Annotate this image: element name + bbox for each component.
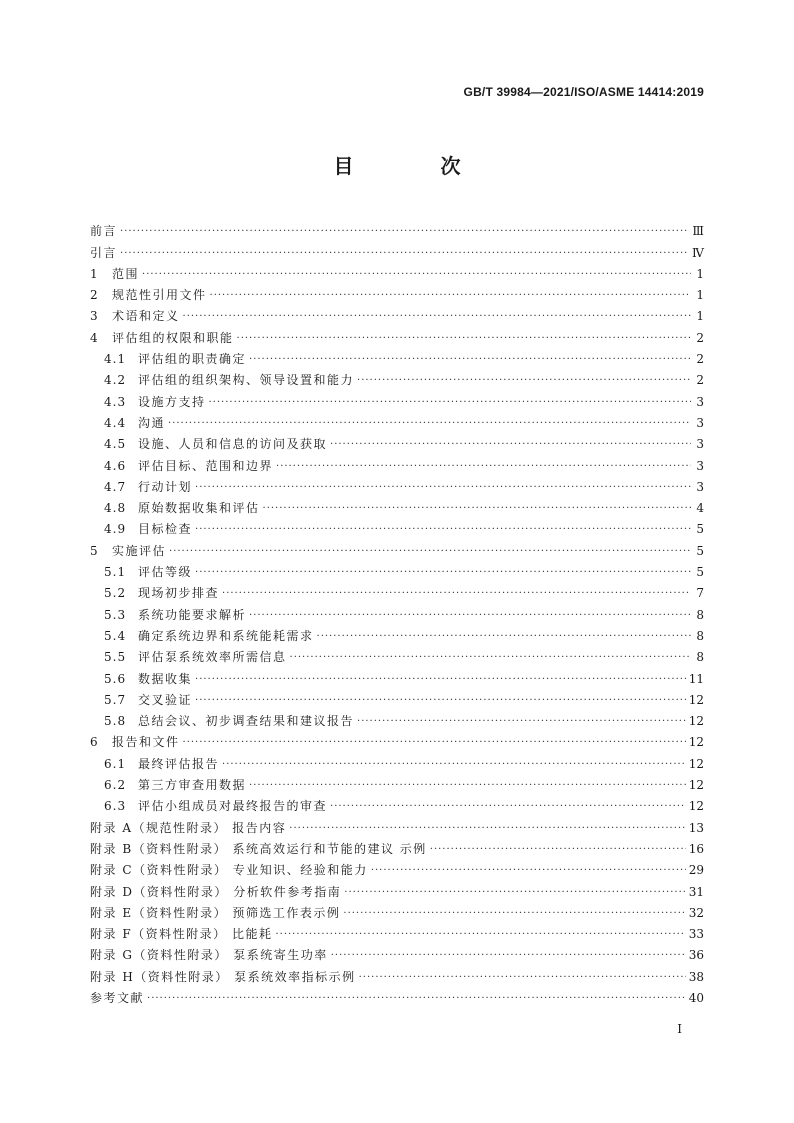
table-of-contents (90, 218, 704, 1006)
toc-leader-dots (195, 481, 691, 495)
toc-leader-dots (344, 886, 685, 900)
toc-entry-number: 4 (90, 330, 99, 345)
toc-leader-dots (237, 332, 691, 346)
toc-entry-page: 38 (688, 969, 704, 984)
toc-leader-dots (276, 460, 691, 474)
toc-entry[interactable] (90, 793, 704, 814)
toc-entry[interactable] (90, 750, 704, 771)
toc-entry-number: 5.2 (104, 586, 127, 601)
toc-entry-number: 4.7 (104, 479, 127, 494)
toc-leader-dots (357, 715, 686, 729)
toc-entry-number: 4.3 (104, 394, 127, 409)
toc-leader-dots (210, 289, 691, 303)
toc-entry-number: 6 (90, 735, 99, 750)
toc-leader-dots (263, 502, 691, 516)
toc-entry-title: 参考文献 (90, 990, 145, 1005)
toc-leader-dots (195, 566, 691, 580)
toc-entry-page: 5 (696, 543, 704, 558)
toc-entry-number: 6.3 (104, 799, 127, 814)
toc-entry-page: 31 (688, 884, 704, 899)
toc-entry-title: 评估组的权限和职能 (112, 330, 234, 345)
toc-entry-title: 附录 C（资料性附录） 专业知识、经验和能力 (90, 863, 368, 878)
toc-entry-number: 4.5 (104, 437, 127, 452)
toc-leader-dots (169, 545, 691, 559)
toc-entry-page: 8 (696, 628, 704, 643)
toc-entry-number: 1 (90, 266, 99, 281)
toc-entry-page: 3 (696, 394, 704, 409)
toc-entry-number: 5.3 (104, 607, 127, 622)
toc-entry-title: 数据收集 (138, 671, 193, 686)
toc-leader-dots (249, 779, 686, 793)
toc-entry-page: 7 (696, 586, 704, 601)
toc-leader-dots (249, 609, 691, 623)
toc-leader-dots (289, 822, 685, 836)
toc-leader-dots (120, 247, 689, 261)
toc-entry[interactable] (90, 665, 704, 686)
toc-entry-number: 4.9 (104, 522, 127, 537)
toc-entry[interactable] (90, 985, 704, 1006)
toc-entry-page: Ⅳ (692, 245, 704, 260)
toc-leader-dots (317, 630, 691, 644)
toc-leader-dots (275, 928, 685, 942)
toc-entry-number: 2 (90, 288, 99, 303)
toc-entry[interactable] (90, 537, 704, 558)
toc-entry[interactable] (90, 814, 704, 835)
toc-entry[interactable] (90, 516, 704, 537)
toc-leader-dots (120, 225, 689, 239)
toc-entry[interactable] (90, 900, 704, 921)
toc-entry[interactable] (90, 218, 704, 239)
toc-entry-page: 3 (696, 458, 704, 473)
toc-entry-number: 5.7 (104, 692, 127, 707)
toc-entry-title: 第三方审查用数据 (138, 778, 247, 793)
toc-entry-title: 前言 (90, 224, 118, 239)
toc-entry-page: 8 (696, 607, 704, 622)
toc-entry-title: 规范性引用文件 (112, 288, 207, 303)
toc-entry-page: 12 (688, 692, 704, 707)
toc-entry-page: 2 (696, 373, 704, 388)
toc-entry-page: 12 (688, 756, 704, 771)
toc-entry-title: 附录 H（资料性附录） 泵系统效率指标示例 (90, 969, 356, 984)
toc-entry-page: 12 (688, 799, 704, 814)
toc-entry[interactable] (90, 367, 704, 388)
toc-entry-number: 5.5 (104, 650, 127, 665)
toc-entry-page: Ⅲ (692, 224, 704, 239)
toc-entry-title: 沟通 (138, 415, 166, 430)
toc-entry-title: 评估目标、范围和边界 (138, 458, 274, 473)
toc-entry-title: 术语和定义 (112, 309, 180, 324)
toc-entry[interactable] (90, 623, 704, 644)
toc-entry-page: 36 (688, 948, 704, 963)
toc-leader-dots (330, 800, 686, 814)
toc-entry-number: 6.1 (104, 756, 127, 771)
toc-entry[interactable] (90, 580, 704, 601)
toc-entry[interactable] (90, 410, 704, 431)
toc-entry-page: 12 (688, 778, 704, 793)
toc-leader-dots (290, 651, 691, 665)
toc-entry-title: 现场初步排查 (138, 586, 220, 601)
toc-entry-page: 1 (696, 309, 704, 324)
toc-leader-dots (359, 971, 686, 985)
toc-entry-title: 原始数据收集和评估 (138, 501, 260, 516)
toc-entry[interactable] (90, 687, 704, 708)
toc-entry-number: 4.2 (104, 373, 127, 388)
toc-entry-number: 4.6 (104, 458, 127, 473)
toc-entry-title: 实施评估 (112, 543, 167, 558)
toc-entry-page: 40 (688, 990, 704, 1005)
toc-entry[interactable] (90, 303, 704, 324)
toc-entry-title: 最终评估报告 (138, 756, 220, 771)
toc-entry-page: 4 (696, 501, 704, 516)
toc-entry-page: 1 (696, 266, 704, 281)
toc-entry-number: 6.2 (104, 778, 127, 793)
toc-leader-dots (430, 843, 686, 857)
toc-leader-dots (222, 758, 686, 772)
toc-entry-title: 引言 (90, 245, 118, 260)
toc-entry-title: 评估等级 (138, 565, 193, 580)
toc-entry-title: 设施方支持 (138, 394, 206, 409)
toc-entry-title: 附录 B（资料性附录） 系统高效运行和节能的建议 示例 (90, 841, 427, 856)
toc-entry-number: 5.4 (104, 628, 127, 643)
toc-leader-dots (357, 374, 691, 388)
toc-leader-dots (249, 353, 691, 367)
toc-entry-page: 11 (688, 671, 704, 686)
toc-entry-title: 设施、人员和信息的访问及获取 (138, 437, 328, 452)
toc-entry[interactable] (90, 346, 704, 367)
toc-entry-title: 目标检查 (138, 522, 193, 537)
toc-entry-page: 5 (696, 522, 704, 537)
toc-entry-title: 附录 F（资料性附录） 比能耗 (90, 927, 273, 942)
toc-entry-page: 33 (688, 927, 704, 942)
toc-entry[interactable] (90, 963, 704, 984)
toc-leader-dots (195, 673, 686, 687)
toc-leader-dots (330, 438, 691, 452)
toc-entry[interactable] (90, 729, 704, 750)
toc-leader-dots (183, 310, 691, 324)
toc-entry-number: 3 (90, 309, 99, 324)
toc-entry-title: 行动计划 (138, 479, 193, 494)
toc-entry[interactable] (90, 857, 704, 878)
toc-entry-title: 评估组的组织架构、领导设置和能力 (138, 373, 355, 388)
toc-entry-page: 32 (688, 905, 704, 920)
toc-entry[interactable] (90, 495, 704, 516)
toc-entry-title: 系统功能要求解析 (138, 607, 247, 622)
toc-entry-page: 2 (696, 330, 704, 345)
toc-entry-page: 1 (696, 288, 704, 303)
toc-entry-title: 评估泵系统效率所需信息 (138, 650, 287, 665)
toc-entry-page: 3 (696, 415, 704, 430)
toc-entry[interactable] (90, 708, 704, 729)
toc-entry-title: 附录 D（资料性附录） 分析软件参考指南 (90, 884, 342, 899)
toc-entry[interactable] (90, 772, 704, 793)
toc-leader-dots (142, 268, 691, 282)
toc-entry-page: 12 (688, 735, 704, 750)
toc-entry[interactable] (90, 239, 704, 260)
toc-entry-title: 报告和文件 (112, 735, 180, 750)
toc-entry-number: 5.6 (104, 671, 127, 686)
toc-entry[interactable] (90, 644, 704, 665)
toc-entry-title: 交叉验证 (138, 692, 193, 707)
toc-entry[interactable] (90, 942, 704, 963)
toc-entry[interactable] (90, 601, 704, 622)
toc-entry[interactable] (90, 559, 704, 580)
toc-leader-dots (147, 992, 686, 1006)
toc-leader-dots (195, 694, 686, 708)
toc-entry-number: 5 (90, 543, 99, 558)
toc-entry-page: 3 (696, 437, 704, 452)
toc-entry-title: 评估小组成员对最终报告的审查 (138, 799, 328, 814)
toc-entry-title: 评估组的职责确定 (138, 352, 247, 367)
toc-leader-dots (222, 587, 691, 601)
page-title: 目 次 (333, 154, 501, 178)
toc-entry[interactable] (90, 261, 704, 282)
toc-leader-dots (209, 396, 691, 410)
toc-entry-page: 13 (688, 820, 704, 835)
toc-entry-page: 5 (696, 565, 704, 580)
toc-leader-dots (168, 417, 691, 431)
toc-entry-page: 12 (688, 714, 704, 729)
toc-leader-dots (371, 864, 686, 878)
toc-entry-page: 29 (688, 863, 704, 878)
toc-entry-number: 4.4 (104, 415, 127, 430)
toc-entry-title: 附录 A（规范性附录） 报告内容 (90, 820, 287, 835)
standard-number: GB/T 39984—2021/ISO/ASME 14414:2019 (463, 85, 704, 99)
toc-entry[interactable] (90, 324, 704, 345)
toc-entry[interactable] (90, 836, 704, 857)
toc-entry-title: 总结会议、初步调查结果和建议报告 (138, 714, 355, 729)
toc-entry-title: 附录 G（资料性附录） 泵系统寄生功率 (90, 948, 328, 963)
toc-entry-page: 3 (696, 479, 704, 494)
toc-entry[interactable] (90, 388, 704, 409)
toc-leader-dots (195, 523, 691, 537)
toc-entry[interactable] (90, 431, 704, 452)
toc-entry-number: 4.1 (104, 352, 127, 367)
toc-entry-number: 5.1 (104, 565, 127, 580)
toc-entry[interactable] (90, 474, 704, 495)
toc-entry-page: 8 (696, 650, 704, 665)
toc-leader-dots (343, 907, 685, 921)
toc-leader-dots (331, 949, 686, 963)
toc-entry-number: 5.8 (104, 714, 127, 729)
page-number: I (677, 1022, 682, 1036)
toc-entry[interactable] (90, 878, 704, 899)
toc-entry-title: 范围 (112, 266, 140, 281)
toc-leader-dots (183, 736, 686, 750)
toc-entry[interactable] (90, 452, 704, 473)
toc-entry-title: 附录 E（资料性附录） 预筛选工作表示例 (90, 905, 341, 920)
toc-entry-page: 16 (688, 841, 704, 856)
toc-entry-page: 2 (696, 352, 704, 367)
toc-entry[interactable] (90, 282, 704, 303)
toc-entry-number: 4.8 (104, 501, 127, 516)
toc-entry[interactable] (90, 921, 704, 942)
toc-entry-title: 确定系统边界和系统能耗需求 (138, 628, 314, 643)
